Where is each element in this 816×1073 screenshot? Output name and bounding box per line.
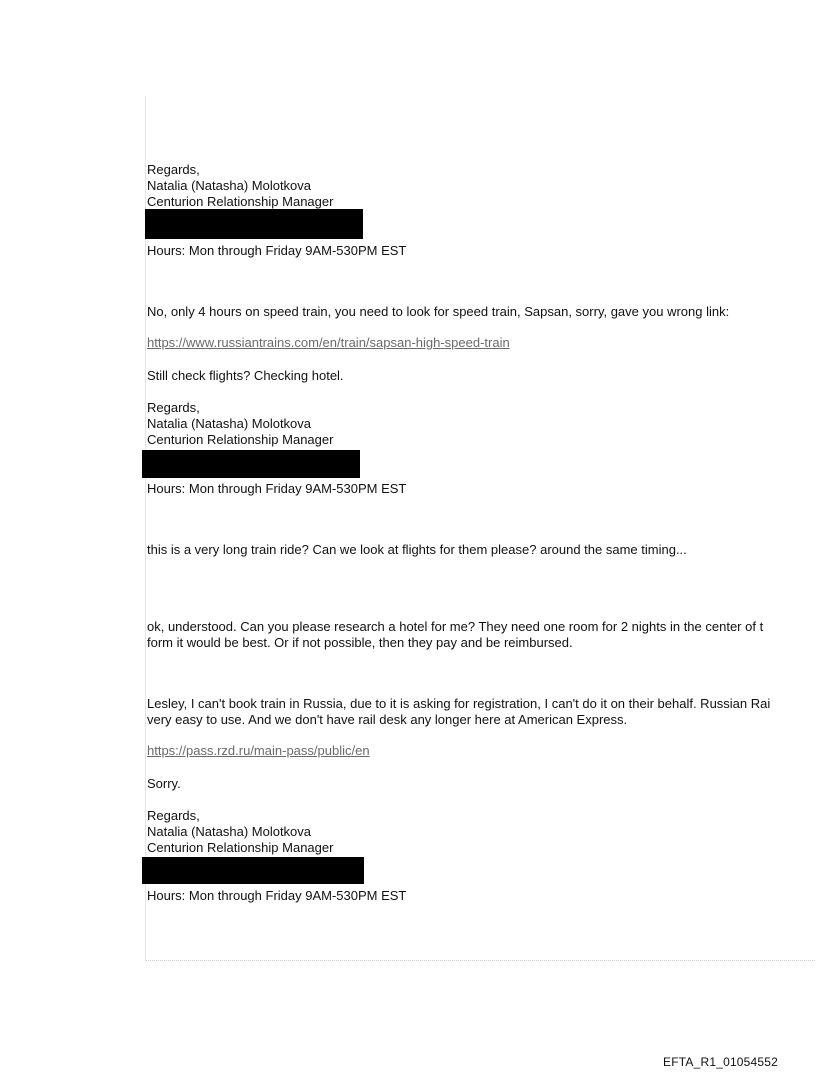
signature-title: Centurion Relationship Manager	[147, 840, 334, 855]
message-body-line: Lesley, I can't book train in Russia, due to it is asking for registration, I can't do it on their behalf. Russian Rai	[147, 696, 771, 711]
signature-regards: Regards,	[147, 400, 200, 415]
train-link[interactable]: https://www.russiantrains.com/en/train/sapsan-high-speed-train	[147, 335, 510, 350]
signature-hours: Hours: Mon through Friday 9AM-530PM EST	[147, 888, 407, 903]
document-id: EFTA_R1_01054552	[663, 1055, 779, 1069]
rail-link[interactable]: https://pass.rzd.ru/main-pass/public/en	[147, 743, 370, 758]
message-body: this is a very long train ride? Can we look at flights for them please? around the same timing...	[147, 542, 687, 557]
message-body-line: form it would be best. Or if not possible, then they pay and be reimbursed.	[147, 635, 573, 650]
signature-name: Natalia (Natasha) Molotkova	[147, 824, 312, 839]
message-followup: Still check flights? Checking hotel.	[147, 368, 344, 383]
signature-hours: Hours: Mon through Friday 9AM-530PM EST	[147, 481, 407, 496]
signature-title: Centurion Relationship Manager	[147, 432, 334, 447]
signature-hours: Hours: Mon through Friday 9AM-530PM EST	[147, 243, 407, 258]
message-closing: Sorry.	[147, 776, 181, 791]
signature-name: Natalia (Natasha) Molotkova	[147, 178, 312, 193]
signature-name: Natalia (Natasha) Molotkova	[147, 416, 312, 431]
signature-regards: Regards,	[147, 808, 200, 823]
message-body: No, only 4 hours on speed train, you need to look for speed train, Sapsan, sorry, gave you wrong link:	[147, 304, 730, 319]
message-body-line: ok, understood. Can you please research a hotel for me? They need one room for 2 nights in the center of t	[147, 619, 764, 634]
signature-title: Centurion Relationship Manager	[147, 194, 334, 209]
signature-regards: Regards,	[147, 162, 200, 177]
message-body-line: very easy to use. And we don't have rail desk any longer here at American Express.	[147, 712, 628, 727]
redaction-box	[142, 450, 360, 478]
redaction-box	[145, 209, 363, 239]
redaction-box	[142, 857, 364, 884]
